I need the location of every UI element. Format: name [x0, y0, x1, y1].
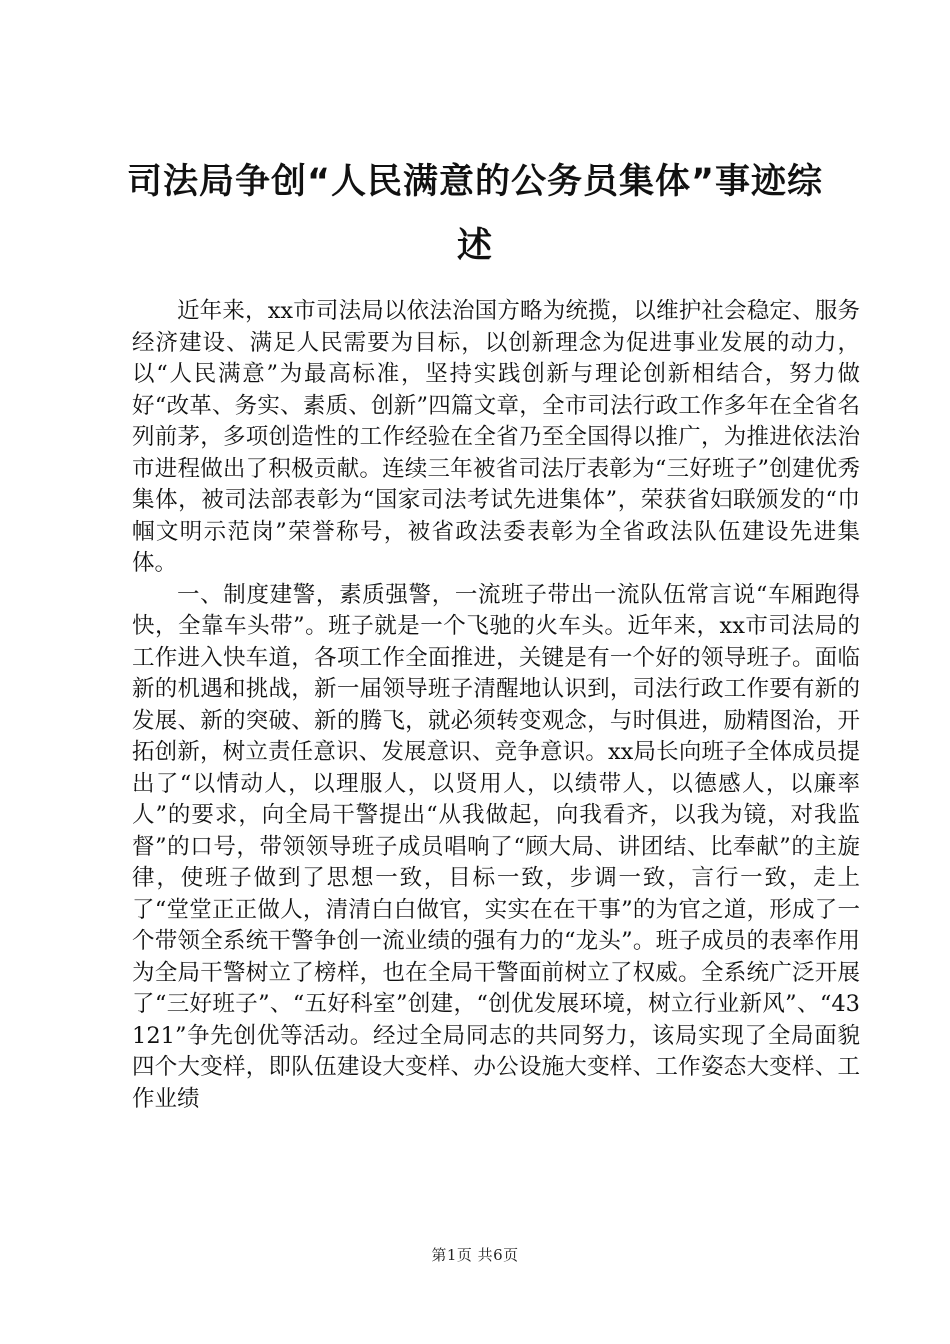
- paragraph-intro: 近年来，xx市司法局以依法治国方略为统揽，以维护社会稳定、服务经济建设、满足人民需要为目标，以创新理念为促进事业发展的动力，以“人民满意”为最高标准，坚持实践创新与理论创新相结合，努力做好“改革、务实、素质、创新”四篇文章，全市司法行政工作多年在全省名列前茅，多项创造性的工作经验在全省乃至全国得以推广，为推进依法治市进程做出了积极贡献。连续三年被省司法厅表彰为“三好班子”创建优秀集体，被司法部表彰为“国家司法考试先进集体”，荣获省妇联颁发的“巾帼文明示范岗”荣誉称号，被省政法委表彰为全省政法队伍建设先进集体。: [132, 298, 860, 576]
- document-title-line-1: 司法局争创“人民满意的公务员集体”事迹综: [126, 162, 823, 202]
- document-title-line-2: 述: [456, 226, 493, 266]
- page-footer: 第1页 共6页: [431, 1246, 519, 1264]
- paragraph-section-one: 一、制度建警，素质强警，一流班子带出一流队伍常言说“车厢跑得快，全靠车头带”。班子就是一个飞驰的火车头。近年来，xx市司法局的工作进入快车道，各项工作全面推进，关键是有一个好的领导班子。面临新的机遇和挑战，新一届领导班子清醒地认识到，司法行政工作要有新的发展、新的突破、新的腾飞，就必须转变观念，与时俱进，励精图治，开拓创新，树立责任意识、发展意识、竞争意识。xx局长向班子全体成员提出了“以情动人，以理服人，以贤用人，以绩带人，以德感人，以廉率人”的要求，向全局干警提出“从我做起，向我看齐，以我为镜，对我监督”的口号，带领领导班子成员唱响了“顾大局、讲团结、比奉献”的主旋律，使班子做到了思想一致，目标一致，步调一致，言行一致，走上了“堂堂正正做人，清清白白做官，实实在在干事”的为官之道，形成了一个带领全系统干警争创一流业绩的强有力的“龙头”。班子成员的表率作用为全局干警树立了榜样，也在全局干警面前树立了权威。全系统广泛开展了“三好班子”、“五好科室”创建，“创优发展环境，树立行业新风”、“43121”争先创优等活动。经过全局同志的共同努力，该局实现了全局面貌四个大变样，即队伍建设大变样、办公设施大变样、工作姿态大变样、工作业绩: [132, 581, 860, 1112]
- document-body: [132, 296, 860, 1115]
